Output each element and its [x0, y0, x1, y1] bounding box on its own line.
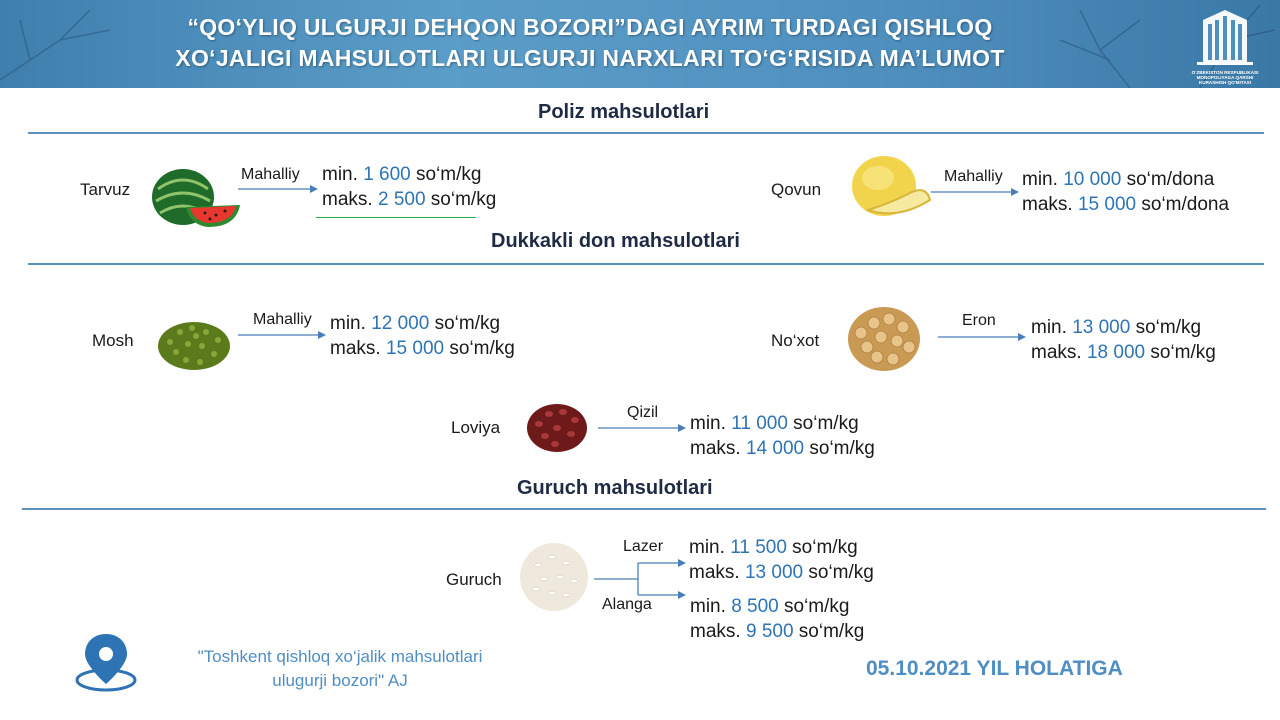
market-name-line-2: ulugurji bozori" AJ — [272, 671, 408, 690]
product-label-guruch: Guruch — [446, 570, 502, 589]
title-line-2: XO‘JALIGI MAHSULOTLARI ULGURJI NARXLARI TO‘G‘RISIDA MA’LUMOT — [175, 45, 1005, 71]
market-name-line-1: "Toshkent qishloq xo‘jalik mahsulotlari — [197, 647, 483, 666]
arrow-qovun — [931, 187, 1019, 197]
melon-icon — [848, 154, 934, 224]
red-bean-icon — [525, 400, 589, 454]
title-line-1: “QO‘YLIQ ULGURJI DEHQON BOZORI”DAGI AYRIM TURDAGI QISHLOQ — [187, 14, 993, 40]
header-banner — [0, 0, 1280, 88]
location-pin-icon — [73, 632, 139, 694]
ministry-logo-text: O‘ZBEKISTON RESPUBLIKASI MONOPOLIYAGA QARSHI KURASHISH QO'MITASI — [1191, 70, 1259, 85]
product-label-tarvuz: Tarvuz — [80, 180, 131, 199]
watermelon-icon — [150, 167, 242, 229]
underline-tarvuz — [316, 217, 476, 218]
report-date: 05.10.2021 YIL HOLATIGA — [866, 657, 1123, 680]
rice-icon — [518, 541, 590, 613]
price-loviya: min. 11 000 so‘m/kg maks. 14 000 so‘m/kg — [690, 413, 875, 459]
origin-label-noxot: Eron — [962, 312, 996, 329]
price-guruch-alanga: min. 8 500 so‘m/kg maks. 9 500 so‘m/kg — [690, 596, 865, 642]
section-rule-guruch — [22, 508, 1266, 510]
price-tarvuz: min. 1 600 so‘m/kg maks. 2 500 so‘m/kg — [322, 164, 497, 210]
section-title-guruch: Guruch mahsulotlari — [517, 477, 713, 499]
origin-label-tarvuz: Mahalliy — [241, 166, 300, 183]
arrow-loviya — [598, 423, 686, 433]
product-label-mosh: Mosh — [92, 331, 134, 350]
origin-label-guruch-lazer: Lazer — [623, 538, 664, 555]
price-qovun: min. 10 000 so‘m/dona maks. 15 000 so‘m/dona — [1022, 169, 1230, 215]
market-name — [150, 645, 530, 693]
section-title-poliz: Poliz mahsulotlari — [538, 101, 710, 123]
arrow-mosh — [238, 330, 326, 340]
price-mosh: min. 12 000 so‘m/kg maks. 15 000 so‘m/kg — [330, 313, 515, 359]
arrow-tarvuz — [238, 184, 318, 194]
section-rule-dukkakli — [28, 263, 1264, 265]
origin-label-guruch-alanga: Alanga — [602, 596, 652, 613]
price-guruch-lazer: min. 11 500 so‘m/kg maks. 13 000 so‘m/kg — [689, 537, 874, 583]
mung-bean-icon — [156, 318, 232, 372]
arrow-noxot — [938, 332, 1026, 342]
origin-label-qovun: Mahalliy — [944, 168, 1003, 185]
origin-label-mosh: Mahalliy — [253, 311, 312, 328]
price-noxot: min. 13 000 so‘m/kg maks. 18 000 so‘m/kg — [1031, 317, 1216, 363]
product-label-loviya: Loviya — [451, 418, 501, 437]
section-title-dukkakli: Dukkakli don mahsulotlari — [491, 230, 740, 252]
section-rule-poliz — [28, 132, 1264, 134]
product-label-noxot: No‘xot — [771, 331, 820, 350]
product-label-qovun: Qovun — [771, 180, 822, 199]
chickpea-icon — [847, 303, 921, 373]
ministry-logo-icon — [1183, 6, 1267, 68]
ministry-logo — [1183, 6, 1267, 84]
origin-label-loviya: Qizil — [627, 404, 659, 421]
